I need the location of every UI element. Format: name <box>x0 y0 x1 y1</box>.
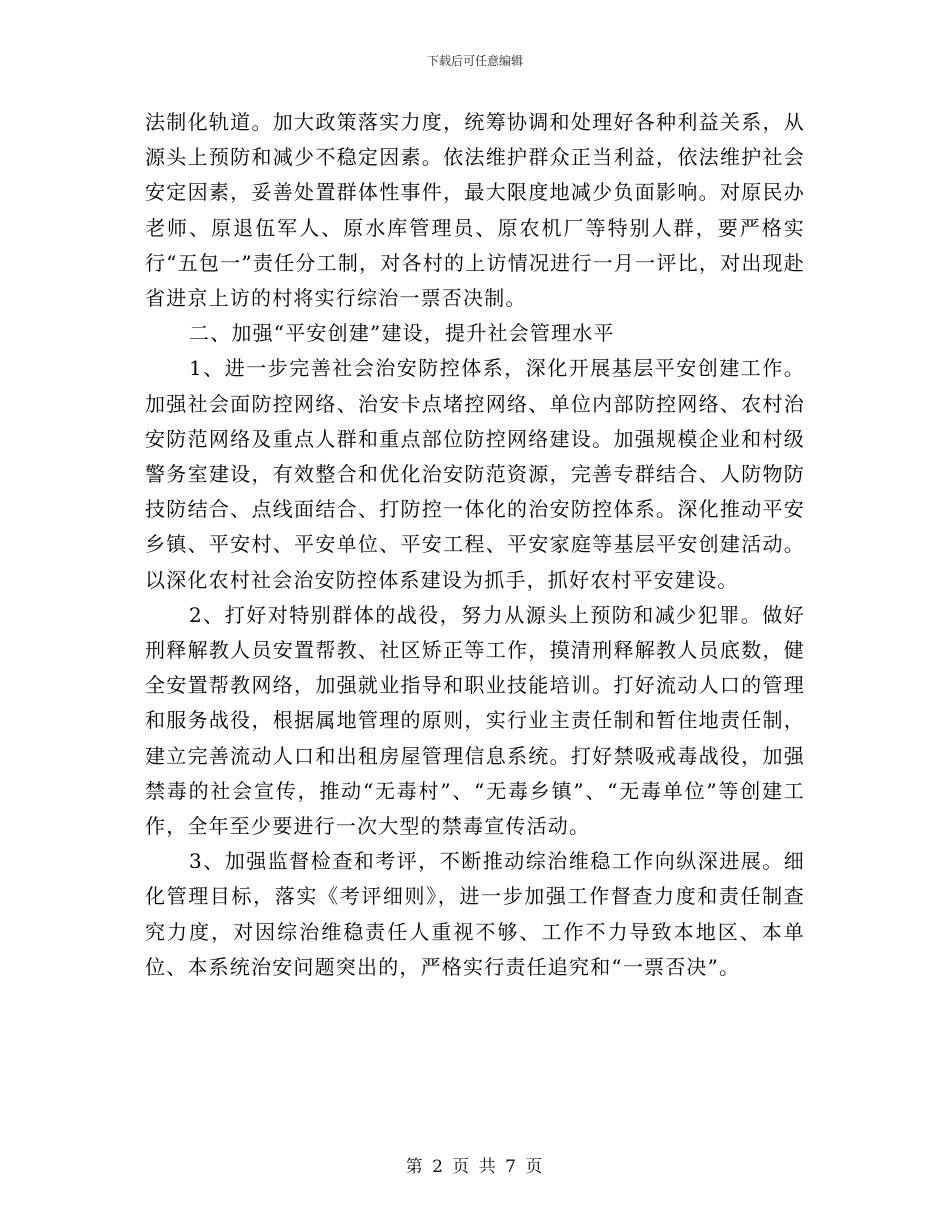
paragraph-item-1: 1、进一步完善社会治安防控体系，深化开展基层平安创建工作。加强社会面防控网络、治安卡点堵控网络、单位内部防控网络、农村治安防范网络及重点人群和重点部位防控网络建设。加强规模企业和村级警务室建设，有效整合和优化治安防范资源，完善专群结合、人防物防技防结合、点线面结合、打防控一体化的治安防控体系。深化推动平安乡镇、平安村、平安单位、平安工程、平安家庭等基层平安创建活动。以深化农村社会治安防控体系建设为抓手，抓好农村平安建设。 <box>145 356 805 592</box>
section-heading: 二、加强“平安创建”建设，提升社会管理水平 <box>189 321 615 346</box>
page-header-note: 下载后可任意编辑 <box>426 54 523 68</box>
page-number: 第 2 页 共 7 页 <box>405 1157 545 1177</box>
paragraph-item-3: 3、加强监督检查和考评，不断推动综治维稳工作向纵深进展。细化管理目标，落实《考评细则》，进一步加强工作督查力度和责任制查究力度，对因综治维稳责任人重视不够、工作不力导致本地区、本单位、本系统治安问题突出的，严格实行责任追究和“一票否决”。 <box>145 849 805 979</box>
paragraph-item-2: 2、打好对特别群体的战役，努力从源头上预防和减少犯罪。做好刑释解教人员安置帮教、社区矫正等工作，摸清刑释解教人员底数，健全安置帮教网络，加强就业指导和职业技能培训。打好流动人口的管理和服务战役，根据属地管理的原则，实行业主责任制和暂住地责任制，建立完善流动人口和出租房屋管理信息系统。打好禁吸戒毒战役，加强禁毒的社会宣传，推动“无毒村”、“无毒乡镇”、“无毒单位”等创建工作，全年至少要进行一次大型的禁毒宣传活动。 <box>145 602 805 839</box>
document-body <box>145 105 805 985</box>
paragraph-continuation: 法制化轨道。加大政策落实力度，统筹协调和处理好各种利益关系，从源头上预防和减少不稳定因素。依法维护群众正当利益，依法维护社会安定因素，妥善处置群体性事件，最大限度地减少负面影响。对原民办老师、原退伍军人、原水库管理员、原农机厂等特别人群，要严格实行“五包一”责任分工制，对各村的上访情况进行一月一评比，对出现赴省进京上访的村将实行综治一票否决制。 <box>145 110 805 311</box>
